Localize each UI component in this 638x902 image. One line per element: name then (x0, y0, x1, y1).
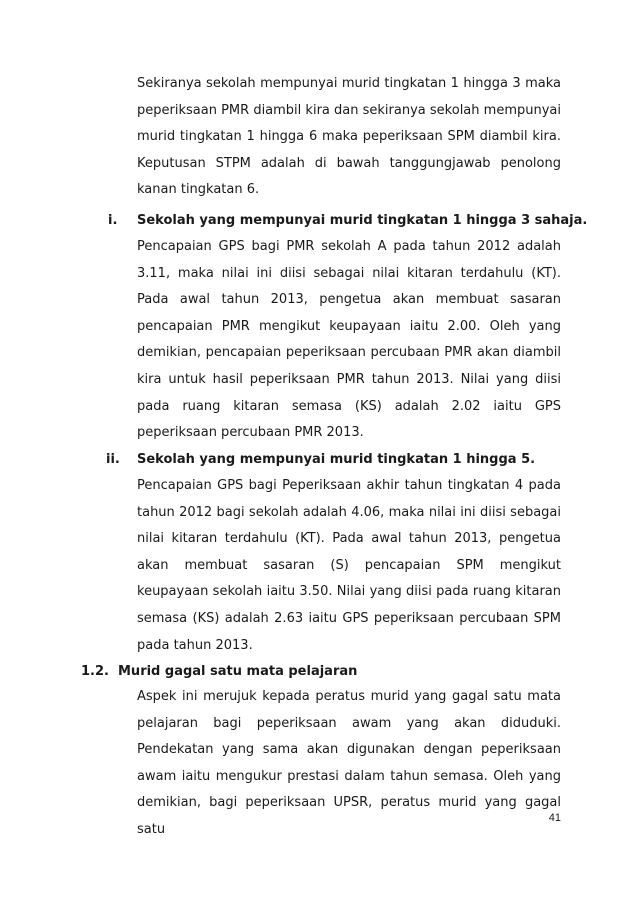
section-ii-body: Pencapaian GPS bagi Peperiksaan akhir tahun tingkatan 4 pada tahun 2012 bagi sekolah adalah 4.06, maka nilai ini diisi sebagai nilai kitaran terdahulu (KT). Pada awal tahun 2013, pengetua akan membuat sasaran (S) pencapaian SPM mengikut keupayaan sekolah iaitu 3.50. Nilai yang diisi pada ruang kitaran semasa (KS) adalah 2.63 iaitu GPS peperiksaan percubaan SPM pada tahun 2013. (137, 478, 561, 653)
section-i-marker: i. (108, 213, 118, 228)
page-number: 41 (548, 812, 561, 824)
section-ii-marker: ii. (106, 452, 120, 467)
section-i-heading: Sekolah yang mempunyai murid tingkatan 1 hingga 3 sahaja. (137, 213, 588, 228)
intro-paragraph: Sekiranya sekolah mempunyai murid tingkatan 1 hingga 3 maka peperiksaan PMR diambil kira dan sekiranya sekolah mempunyai murid tingkatan 1 hingga 6 maka peperiksaan SPM diambil kira. Keputusan STPM adalah di bawah tanggungjawab penolong kanan tingkatan 6. (137, 76, 561, 198)
section-ii-heading: Sekolah yang mempunyai murid tingkatan 1 hingga 5. (137, 452, 536, 467)
section-1-2-heading: Murid gagal satu mata pelajaran (118, 664, 358, 679)
section-1-2-body: Aspek ini merujuk kepada peratus murid yang gagal satu mata pelajaran bagi peperiksaan awam yang akan diduduki. Pendekatan yang sama akan digunakan dengan peperiksaan awam iaitu mengukur prestasi dalam tahun semasa. Oleh yang demikian, bagi peperiksaan UPSR, peratus murid yang gagal satu (137, 689, 561, 837)
section-1-2-marker: 1.2. (81, 664, 109, 679)
section-i-body: Pencapaian GPS bagi PMR sekolah A pada tahun 2012 adalah 3.11, maka nilai ini diisi sebagai nilai kitaran terdahulu (KT). Pada awal tahun 2013, pengetua akan membuat sasaran pencapaian PMR mengikut keupayaan iaitu 2.00. Oleh yang demikian, pencapaian peperiksaan percubaan PMR akan diambil kira untuk hasil peperiksaan PMR tahun 2013. Nilai yang diisi pada ruang kitaran semasa (KS) adalah 2.02 iaitu GPS peperiksaan percubaan PMR 2013. (137, 239, 561, 441)
